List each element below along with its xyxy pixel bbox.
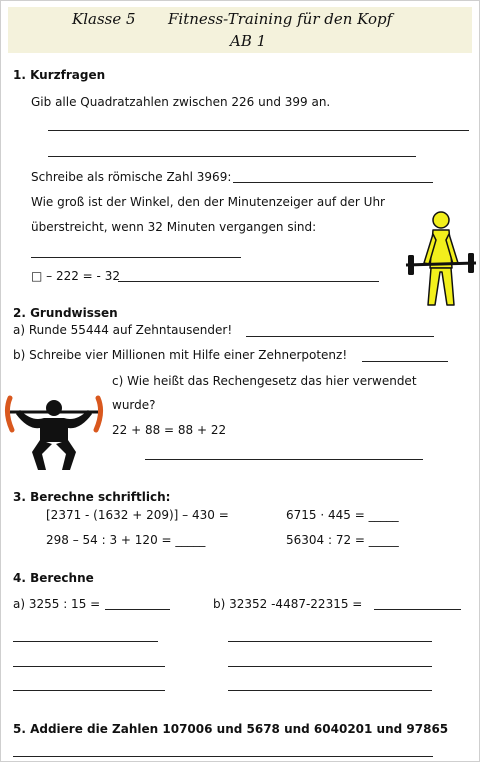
sheet-number: AB 1 bbox=[230, 32, 267, 50]
section-4-heading: 4. Berechne bbox=[13, 571, 94, 585]
question-roman-numeral: Schreibe als römische Zahl 3969: bbox=[31, 170, 232, 184]
section-2-heading: 2. Grundwissen bbox=[13, 306, 118, 320]
work-line[interactable] bbox=[228, 690, 432, 691]
answer-line[interactable] bbox=[362, 361, 448, 362]
answer-line[interactable] bbox=[118, 281, 379, 282]
answer-line[interactable] bbox=[105, 609, 170, 610]
commutative-example: 22 + 88 = 88 + 22 bbox=[112, 423, 227, 437]
question-power-of-ten: b) Schreibe vier Millionen mit Hilfe einer Zehnerpotenz! bbox=[13, 348, 348, 362]
expression-1: [2371 - (1632 + 209)] – 430 = bbox=[46, 508, 229, 522]
work-line[interactable] bbox=[13, 641, 158, 642]
worksheet-header bbox=[8, 7, 472, 53]
section-3-heading: 3. Berechne schriftlich: bbox=[13, 490, 171, 504]
answer-line[interactable] bbox=[31, 257, 241, 258]
answer-line[interactable] bbox=[13, 756, 433, 757]
answer-line[interactable] bbox=[145, 459, 423, 460]
section-5-heading: 5. Addiere die Zahlen 107006 und 5678 und 6040201 und 97865 bbox=[13, 722, 449, 736]
expression-3: 298 – 54 : 3 + 120 = _____ bbox=[46, 533, 206, 547]
question-law-line-2: wurde? bbox=[112, 398, 156, 412]
expression-4: 56304 : 72 = _____ bbox=[286, 533, 399, 547]
class-label: Klasse 5 bbox=[72, 10, 136, 28]
section-1-heading: 1. Kurzfragen bbox=[13, 68, 106, 82]
answer-line[interactable] bbox=[374, 609, 461, 610]
work-line[interactable] bbox=[13, 666, 165, 667]
weightlifter-yellow-icon bbox=[402, 208, 480, 308]
work-line[interactable] bbox=[228, 666, 432, 667]
question-rounding: a) Runde 55444 auf Zehntausender! bbox=[13, 323, 233, 337]
question-law-line-1: c) Wie heißt das Rechengesetz das hier verwendet bbox=[112, 374, 417, 388]
calc-b: b) 32352 -4487-22315 = bbox=[213, 597, 363, 611]
answer-line[interactable] bbox=[233, 182, 433, 183]
answer-line[interactable] bbox=[246, 336, 434, 337]
calc-a: a) 3255 : 15 = bbox=[13, 597, 101, 611]
question-clock-line-2: überstreicht, wenn 32 Minuten vergangen sind: bbox=[31, 220, 317, 234]
question-clock-line-1: Wie groß ist der Winkel, den der Minutenzeiger auf der Uhr bbox=[31, 195, 385, 209]
weightlifter-black-icon bbox=[2, 392, 106, 474]
answer-line[interactable] bbox=[48, 156, 416, 157]
work-line[interactable] bbox=[228, 641, 432, 642]
answer-line[interactable] bbox=[48, 130, 469, 131]
question-missing-number: □ – 222 = - 32 bbox=[31, 269, 120, 283]
work-line[interactable] bbox=[13, 690, 165, 691]
worksheet-title: Fitness-Training für den Kopf bbox=[168, 10, 393, 28]
expression-2: 6715 · 445 = _____ bbox=[286, 508, 399, 522]
question-squares: Gib alle Quadratzahlen zwischen 226 und 399 an. bbox=[31, 95, 331, 109]
